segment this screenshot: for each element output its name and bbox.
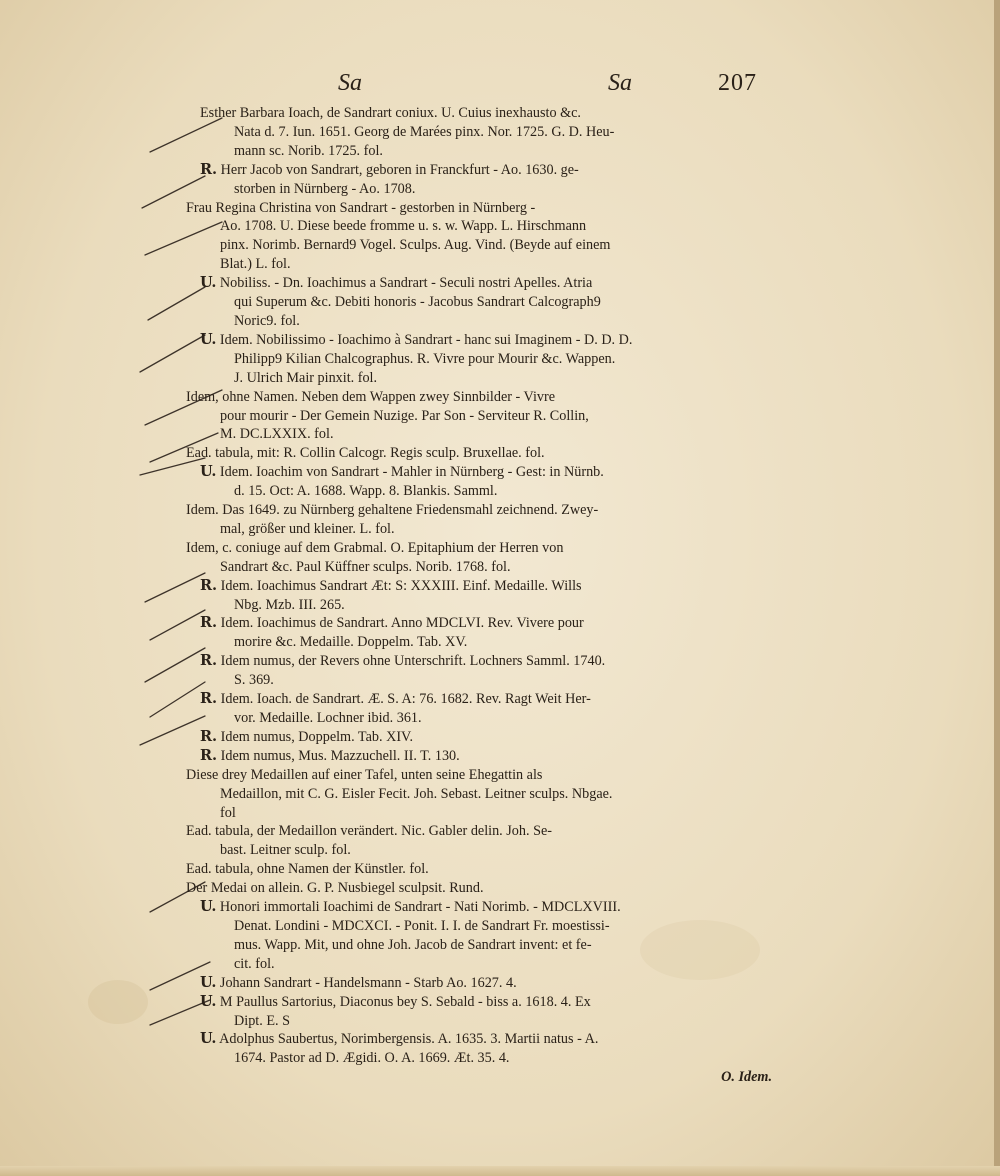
entry-line: fol bbox=[220, 804, 236, 821]
entry-line: J. Ulrich Mair pinxit. fol. bbox=[234, 369, 378, 386]
catalogue-entry bbox=[200, 747, 772, 766]
entry-mark: R. bbox=[200, 160, 218, 178]
entry-mark: U. bbox=[200, 1030, 217, 1048]
running-head-left: Sa bbox=[338, 70, 362, 96]
entry-line: mal, größer und kleiner. L. fol. bbox=[220, 520, 395, 537]
catalogue-entry bbox=[186, 539, 772, 577]
entry-line: Esther Barbara Ioach, de Sandrart coniux. U. Cuius inexhausto &c. bbox=[200, 105, 581, 121]
entry-line: storben in Nürnberg - Ao. 1708. bbox=[234, 180, 416, 197]
entry-line: cit. fol. bbox=[234, 955, 275, 972]
catalogue-entry bbox=[200, 463, 772, 501]
entry-line: mus. Wapp. Mit, und ohne Joh. Jacob de Sandrart invent: et fe- bbox=[234, 936, 592, 953]
entry-line: Idem. Ioachim von Sandrart - Mahler in Nürnberg - Gest: in Nürnb. bbox=[219, 464, 604, 481]
catalogue-entry bbox=[200, 652, 772, 690]
entry-line: pinx. Norimb. Bernard9 Vogel. Sculps. Aug. Vind. (Beyde auf einem bbox=[220, 237, 611, 254]
catalogue-entry bbox=[200, 993, 772, 1031]
pencil-tick bbox=[145, 573, 205, 602]
entry-line: Honori immortali Ioachimi de Sandrart - Nati Norimb. - MDCLXVIII. bbox=[219, 899, 621, 916]
entry-line: S. 369. bbox=[234, 672, 274, 689]
catalogue-entry bbox=[200, 1030, 772, 1068]
entry-line: Idem. Ioach. de Sandrart. Æ. S. A: 76. 1682. Rev. Ragt Weit Her- bbox=[220, 691, 591, 708]
pencil-tick bbox=[145, 648, 205, 682]
entry-line: Ead. tabula, ohne Namen der Künstler. fol. bbox=[186, 861, 429, 878]
entry-line: Johann Sandrart - Handelsmann - Starb Ao. 1627. 4. bbox=[219, 974, 517, 991]
entry-line: Nobiliss. - Dn. Ioachimus a Sandrart - Seculi nostri Apelles. Atria bbox=[219, 275, 593, 292]
entry-line: Denat. Londini - MDCXCI. - Ponit. I. I. de Sandrart Fr. moestissi- bbox=[234, 917, 610, 934]
catalogue-entry bbox=[186, 388, 772, 445]
entry-mark: R. bbox=[200, 576, 218, 594]
catalogue-entry bbox=[200, 161, 772, 199]
entry-mark: U. bbox=[200, 330, 217, 348]
entry-line: Idem. Das 1649. zu Nürnberg gehaltene Friedensmahl zeichnend. Zwey- bbox=[186, 502, 599, 519]
entry-line: Idem, ohne Namen. Neben dem Wappen zwey Sinnbilder - Vivre bbox=[186, 388, 556, 405]
entry-line: Herr Jacob von Sandrart, geboren in Franckfurt - Ao. 1630. ge- bbox=[220, 161, 579, 178]
pencil-tick bbox=[150, 682, 205, 717]
entry-line: Adolphus Saubertus, Norimbergensis. A. 1635. 3. Martii natus - A. bbox=[219, 1031, 599, 1048]
entry-line: Nata d. 7. Iun. 1651. Georg de Marées pinx. Nor. 1725. G. D. Heu- bbox=[234, 123, 615, 140]
entry-line: Ao. 1708. U. Diese beede fromme u. s. w. Wapp. L. Hirschmann bbox=[220, 218, 587, 235]
catalogue-entry bbox=[200, 690, 772, 728]
catalogue-entry bbox=[200, 104, 772, 161]
catalogue-entry bbox=[186, 879, 772, 898]
entry-mark: U. bbox=[200, 463, 217, 481]
entry-mark: R. bbox=[200, 652, 218, 670]
catalogue-entry bbox=[200, 331, 772, 388]
catalogue-entry bbox=[186, 766, 772, 823]
entry-line: Medaillon, mit C. G. Eisler Fecit. Joh. Sebast. Leitner sculps. Nbgae. bbox=[220, 785, 613, 802]
page-number: 207 bbox=[718, 70, 757, 96]
entry-line: Nbg. Mzb. III. 265. bbox=[234, 596, 345, 613]
entry-line: Philipp9 Kilian Chalcographus. R. Vivre pour Mourir &c. Wappen. bbox=[234, 350, 616, 367]
entry-line: M. DC.LXXIX. fol. bbox=[220, 426, 334, 443]
entry-line: Blat.) L. fol. bbox=[220, 256, 291, 273]
entry-line: Idem numus, Doppelm. Tab. XIV. bbox=[220, 728, 414, 745]
entry-mark: U. bbox=[200, 992, 217, 1010]
catalogue-entry bbox=[200, 577, 772, 615]
pencil-tick bbox=[140, 716, 205, 745]
entry-line: qui Superum &c. Debiti honoris - Jacobus Sandrart Calcograph9 bbox=[234, 294, 601, 311]
pencil-tick bbox=[140, 335, 205, 372]
pencil-tick bbox=[148, 287, 205, 320]
entry-line: Ead. tabula, der Medaillon verändert. Nic. Gabler delin. Joh. Se- bbox=[186, 823, 552, 840]
entry-mark: R. bbox=[200, 727, 218, 745]
catalogue-entry bbox=[200, 274, 772, 331]
catalogue-entry bbox=[200, 728, 772, 747]
entry-mark: R. bbox=[200, 690, 218, 708]
entry-line: pour mourir - Der Gemein Nuzige. Par Son - Serviteur R. Collin, bbox=[220, 407, 589, 424]
entry-line: Ead. tabula, mit: R. Collin Calcogr. Regis sculp. Bruxellae. fol. bbox=[186, 445, 545, 462]
entry-line: Idem. Ioachimus Sandrart Æt: S: XXXIII. Einf. Medaille. Wills bbox=[220, 577, 582, 594]
catchword bbox=[200, 1068, 772, 1087]
entry-mark: R. bbox=[200, 746, 218, 764]
catchword-text: O. Idem. bbox=[721, 1069, 772, 1086]
entry-line: Dipt. E. S bbox=[234, 1012, 290, 1029]
catalogue-entry bbox=[186, 822, 772, 860]
entry-line: mann sc. Norib. 1725. fol. bbox=[234, 142, 383, 159]
catalogue-entry bbox=[200, 898, 772, 974]
entry-mark: R. bbox=[200, 614, 218, 632]
catalogue-entry bbox=[200, 974, 772, 993]
entry-line: d. 15. Oct: A. 1688. Wapp. 8. Blankis. Samml. bbox=[234, 483, 498, 500]
catalogue-entry bbox=[200, 614, 772, 652]
running-head-center: Sa bbox=[608, 70, 632, 96]
catalogue-entry bbox=[186, 444, 772, 463]
entry-mark: U. bbox=[200, 973, 217, 991]
catalogue-entry bbox=[186, 501, 772, 539]
catalogue-entry bbox=[186, 199, 772, 275]
entry-line: Diese drey Medaillen auf einer Tafel, unten seine Ehegattin als bbox=[186, 766, 543, 783]
entry-line: Idem numus, Mus. Mazzuchell. II. T. 130. bbox=[220, 747, 460, 764]
entry-line: Idem. Nobilissimo - Ioachimo à Sandrart - hanc sui Imaginem - D. D. D. bbox=[219, 331, 633, 348]
entry-line: Idem numus, der Revers ohne Unterschrift. Lochners Samml. 1740. bbox=[220, 653, 606, 670]
entry-line: Frau Regina Christina von Sandrart - gestorben in Nürnberg - bbox=[186, 199, 536, 216]
entry-mark: U. bbox=[200, 274, 217, 292]
page-bottom-edge bbox=[0, 1166, 1000, 1176]
entry-line: Idem. Ioachimus de Sandrart. Anno MDCLVI. Rev. Vivere pour bbox=[220, 615, 584, 632]
catalogue-entry bbox=[186, 860, 772, 879]
catalogue-entries bbox=[186, 104, 772, 1087]
entry-line: Idem, c. coniuge auf dem Grabmal. O. Epitaphium der Herren von bbox=[186, 539, 564, 556]
entry-line: vor. Medaille. Lochner ibid. 361. bbox=[234, 710, 422, 726]
entry-line: M Paullus Sartorius, Diaconus bey S. Sebald - biss a. 1618. 4. Ex bbox=[219, 993, 591, 1010]
entry-mark: U. bbox=[200, 898, 217, 916]
page-edge-shadow bbox=[994, 0, 1000, 1176]
entry-line: 1674. Pastor ad D. Ægidi. O. A. 1669. Æt. 35. 4. bbox=[234, 1050, 510, 1067]
entry-line: Sandrart &c. Paul Küffner sculps. Norib. 1768. fol. bbox=[220, 558, 511, 575]
entry-line: morire &c. Medaille. Doppelm. Tab. XV. bbox=[234, 634, 468, 651]
entry-line: Der Medai on allein. G. P. Nusbiegel sculpsit. Rund. bbox=[186, 880, 484, 897]
entry-line: Noric9. fol. bbox=[234, 312, 300, 329]
pencil-tick bbox=[150, 610, 205, 640]
entry-line: bast. Leitner sculp. fol. bbox=[220, 842, 351, 859]
